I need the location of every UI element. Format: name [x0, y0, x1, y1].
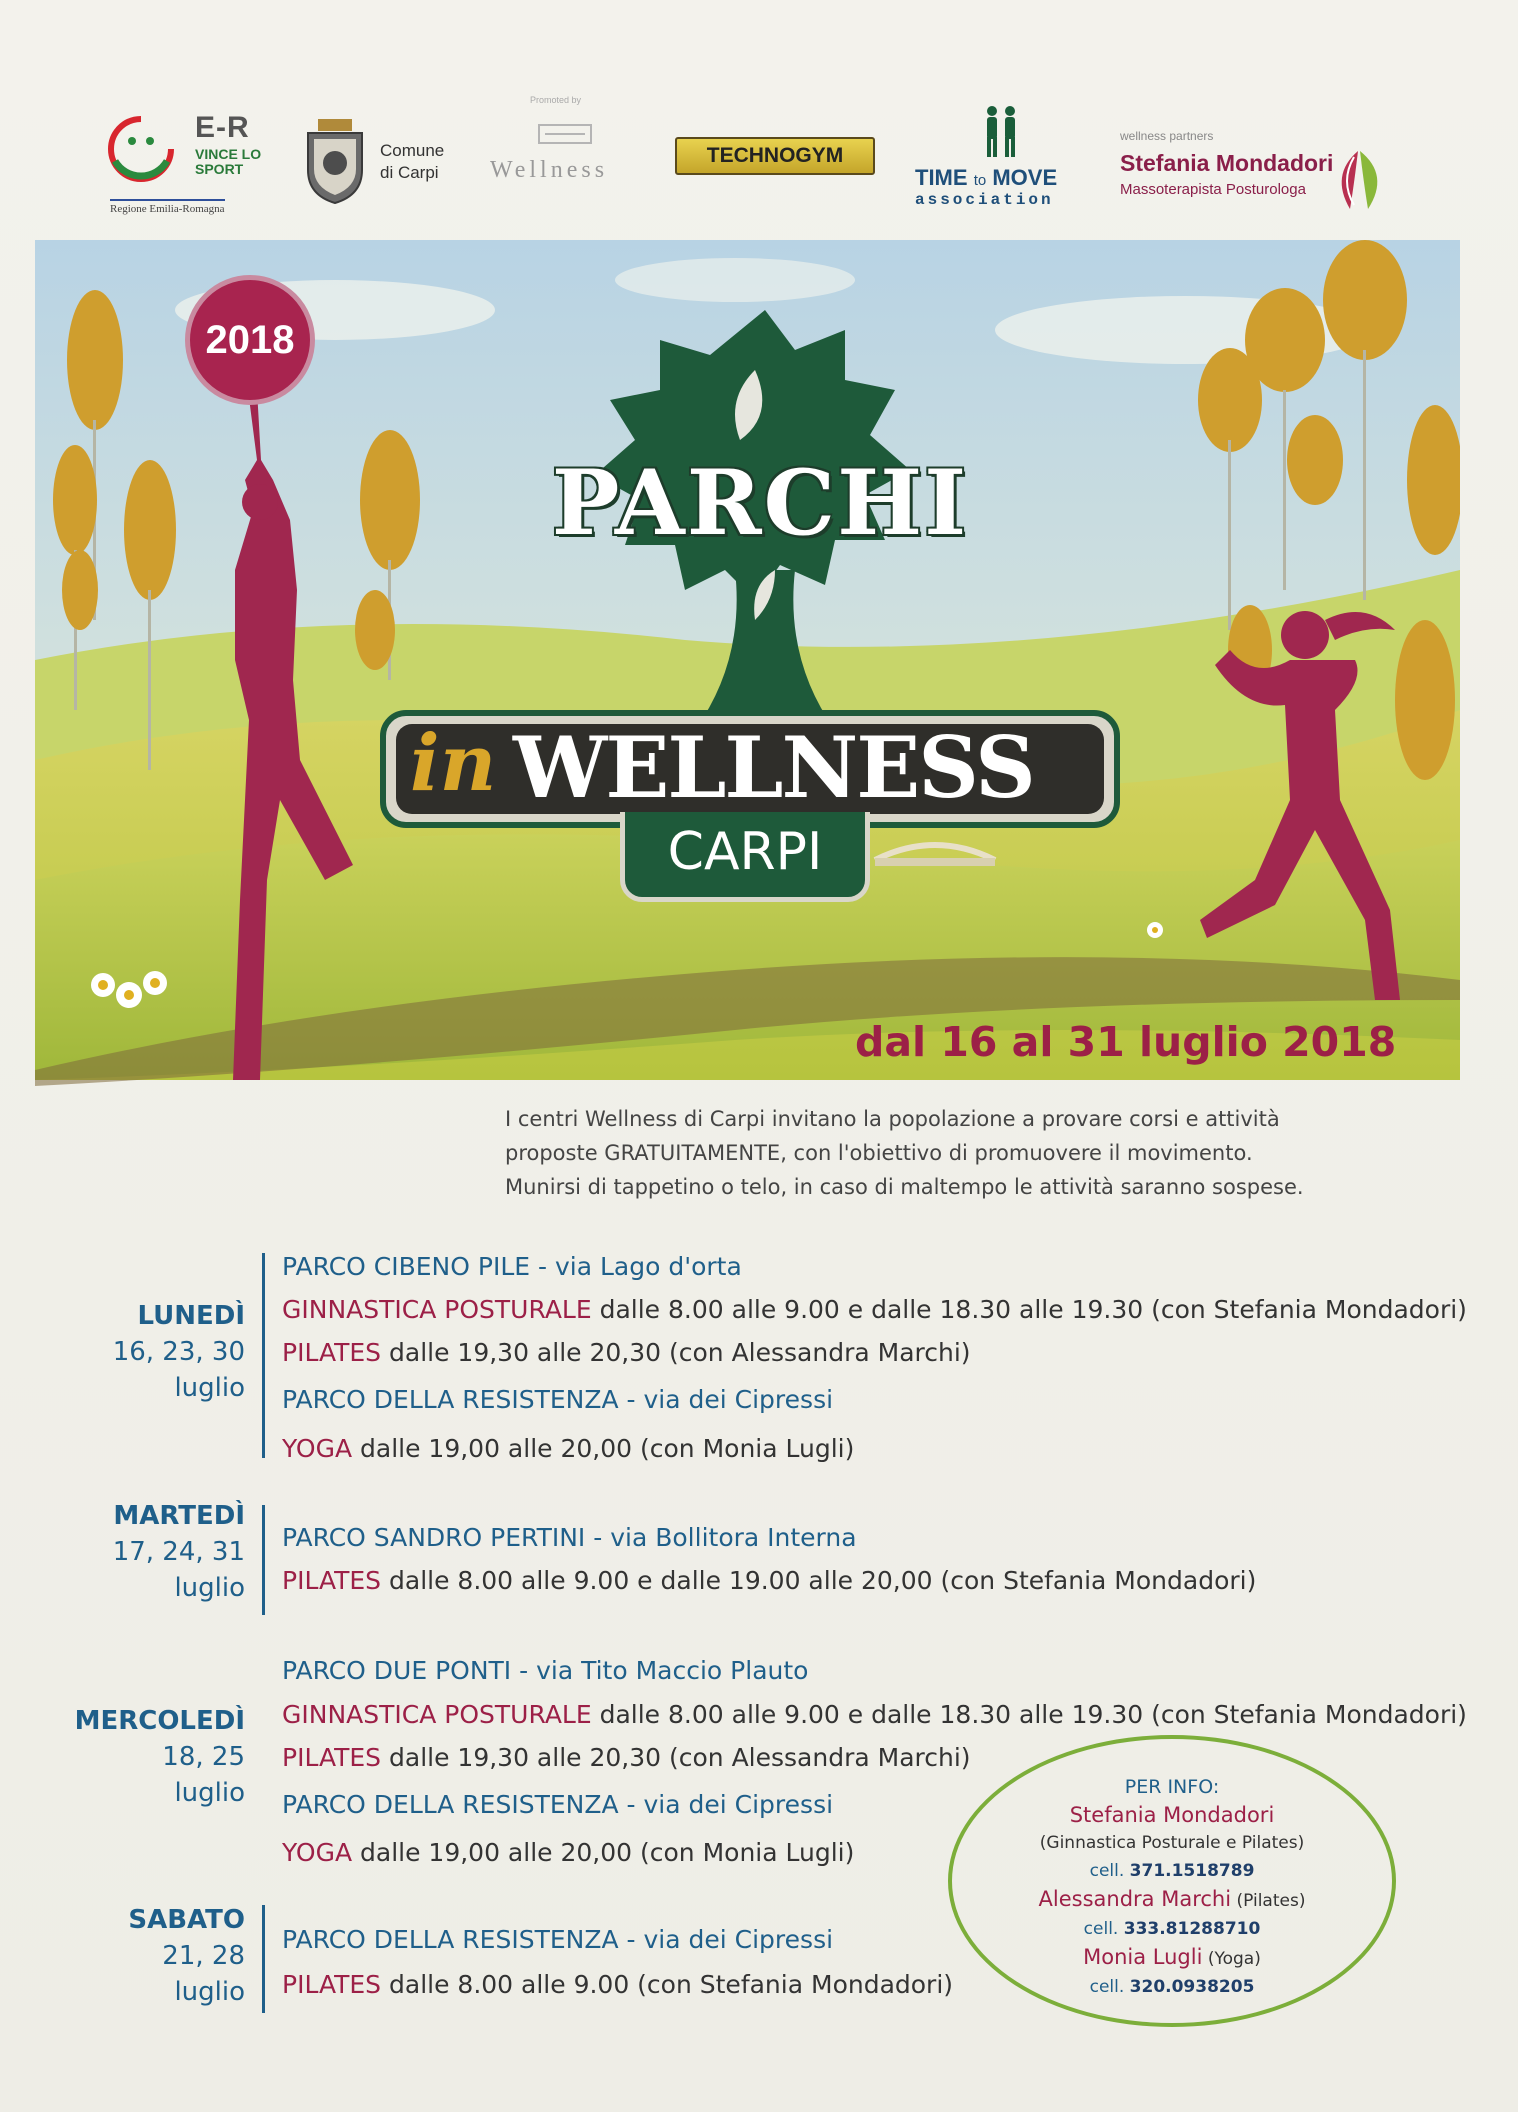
contact-info: [948, 1735, 1396, 2027]
er-subtitle: VINCE LO SPORT: [195, 146, 262, 177]
list-item: PARCO CIBENO PILE - via Lago d'orta: [282, 1252, 742, 1281]
list-item: PARCO DELLA RESISTENZA - via dei Cipressi: [282, 1385, 834, 1414]
list-item: GINNASTICA POSTURALE dalle 8.00 alle 9.00 e dalle 18.30 alle 19.30 (con Stefania Mondadori): [282, 1700, 1467, 1729]
er-vince-lo-sport-logo: [105, 95, 265, 225]
divider-martedi: [262, 1505, 265, 1615]
list-item: YOGA dalle 19,00 alle 20,00 (con Monia Lugli): [282, 1434, 855, 1463]
ttm-subtitle: association: [915, 191, 1054, 209]
list-item: YOGA dalle 19,00 alle 20,00 (con Monia Lugli): [282, 1838, 855, 1867]
contact-phone: cell. 333.81288710: [1083, 1919, 1261, 1939]
title-carpi: CARPI: [667, 822, 823, 882]
year-badge: 2018: [185, 275, 315, 405]
day-label-mercoledi: MERCOLEDÌ 18, 25 luglio: [74, 1706, 245, 1808]
contact-name: Monia Lugli (Yoga): [1083, 1945, 1261, 1969]
list-item: PARCO DELLA RESISTENZA - via dei Cipressi: [282, 1790, 834, 1819]
technogym-logo: [675, 95, 885, 225]
day-label-lunedi: LUNEDÌ 16, 23, 30 luglio: [112, 1301, 245, 1403]
sm-role: Massoterapista Posturologa: [1120, 181, 1306, 198]
wellness-name: Wellness: [490, 157, 609, 183]
wellness-partners-label: wellness partners: [1120, 129, 1214, 143]
contact-phone: cell. 371.1518789: [1089, 1861, 1255, 1881]
contact-role: (Ginnastica Posturale e Pilates): [1039, 1833, 1305, 1853]
wellness-promo-text: Promoted by: [530, 95, 582, 105]
er-region: Regione Emilia-Romagna: [110, 199, 225, 215]
list-item: PILATES dalle 8.00 alle 9.00 (con Stefania Mondadori): [282, 1970, 954, 1999]
smiley-logo-icon: [105, 113, 177, 185]
list-item: PARCO SANDRO PERTINI - via Bollitora Interna: [282, 1523, 857, 1552]
divider-lunedi: [262, 1253, 265, 1458]
contact-name: Stefania Mondadori: [1069, 1803, 1275, 1827]
title-parchi: PARCHI: [551, 450, 969, 556]
comune-di-carpi-logo: [300, 95, 480, 225]
list-item: PARCO DUE PONTI - via Tito Maccio Plauto: [282, 1656, 809, 1685]
carpi-name: Comune di Carpi: [380, 141, 445, 182]
time-to-move-logo: [915, 95, 1095, 225]
day-label-sabato: SABATO 21, 28 luglio: [128, 1905, 245, 2007]
hero-banner: [35, 240, 1460, 1090]
er-title: E-R: [195, 111, 250, 144]
info-title: PER INFO:: [1124, 1776, 1220, 1798]
list-item: PILATES dalle 19,30 alle 20,30 (con Alessandra Marchi): [282, 1743, 971, 1772]
divider-sabato: [262, 1905, 265, 2013]
event-dates: dal 16 al 31 luglio 2018: [855, 1018, 1397, 1066]
sponsor-logos: [100, 95, 1420, 225]
list-item: PILATES dalle 19,30 alle 20,30 (con Alessandra Marchi): [282, 1338, 971, 1367]
intro-text: I centri Wellness di Carpi invitano la popolazione a provare corsi e attività proposte GRATUITAMENTE, con l'obiettivo di promuovere il movimento. Munirsi di tappetino o telo, in caso di maltempo le attività saranno sospese.: [505, 1107, 1304, 1199]
title-wellness: WELLNESS: [513, 718, 1034, 817]
contact-phone: cell. 320.0938205: [1089, 1977, 1255, 1997]
leaf-emblem-icon: [1320, 145, 1395, 215]
list-item: PILATES dalle 8.00 alle 9.00 e dalle 19.00 alle 20,00 (con Stefania Mondadori): [282, 1566, 1257, 1595]
list-item: GINNASTICA POSTURALE dalle 8.00 alle 9.00 e dalle 18.30 alle 19.30 (con Stefania Mondadori): [282, 1295, 1467, 1324]
title-in: in: [410, 718, 497, 809]
contact-name: Alessandra Marchi (Pilates): [1038, 1887, 1306, 1911]
stefania-mondadori-logo: [1120, 95, 1420, 225]
ttm-title: TIME to MOVE: [915, 165, 1058, 190]
wellness-foundation-logo: [490, 95, 640, 225]
technogym-wordmark: TECHNOGYM: [675, 137, 875, 175]
sm-name: Stefania Mondadori: [1120, 150, 1334, 176]
wellness-mark-icon: [535, 123, 595, 145]
list-item: PARCO DELLA RESISTENZA - via dei Cipressi: [282, 1925, 834, 1954]
carpi-crest-icon: [300, 115, 370, 205]
runners-icon: [970, 105, 1030, 160]
day-label-martedi: MARTEDÌ 17, 24, 31 luglio: [112, 1501, 245, 1603]
